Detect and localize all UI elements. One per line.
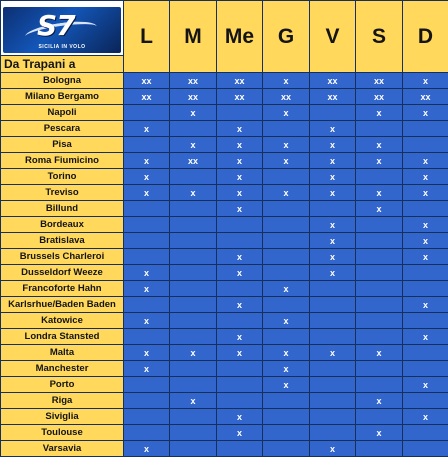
schedule-cell (170, 265, 217, 281)
destination-cell: Treviso (1, 185, 124, 201)
schedule-cell (310, 297, 356, 313)
schedule-cell (217, 361, 263, 377)
destination-cell: Torino (1, 169, 124, 185)
destination-cell: Bratislava (1, 233, 124, 249)
schedule-cell (356, 313, 403, 329)
schedule-cell (356, 409, 403, 425)
table-row (1, 169, 448, 185)
schedule-cell (403, 137, 448, 153)
schedule-cell: x (403, 377, 448, 393)
day-header-v: V (310, 1, 356, 73)
schedule-cell: x (170, 105, 217, 121)
schedule-cell (356, 361, 403, 377)
schedule-cell: xx (403, 89, 448, 105)
table-row (1, 265, 448, 281)
schedule-cell (263, 329, 310, 345)
schedule-cell: x (170, 185, 217, 201)
schedule-cell: x (124, 313, 170, 329)
schedule-cell: x (217, 345, 263, 361)
schedule-cell: xx (124, 89, 170, 105)
schedule-cell: xx (310, 73, 356, 89)
schedule-cell (356, 329, 403, 345)
schedule-cell (124, 297, 170, 313)
schedule-cell: xx (217, 73, 263, 89)
day-header-s: S (356, 1, 403, 73)
schedule-cell (310, 409, 356, 425)
schedule-cell (403, 201, 448, 217)
schedule-cell: x (217, 297, 263, 313)
schedule-cell (170, 297, 217, 313)
table-row (1, 361, 448, 377)
sicilia-in-volo-logo (3, 7, 121, 53)
schedule-cell: x (124, 281, 170, 297)
day-header-l: L (124, 1, 170, 73)
table-row (1, 137, 448, 153)
schedule-cell: x (217, 201, 263, 217)
schedule-cell (403, 441, 448, 457)
schedule-cell (263, 297, 310, 313)
schedule-cell (356, 169, 403, 185)
schedule-cell (170, 313, 217, 329)
destination-cell: Londra Stansted (1, 329, 124, 345)
schedule-cell (217, 281, 263, 297)
schedule-cell: x (217, 425, 263, 441)
schedule-cell (263, 169, 310, 185)
schedule-cell (124, 425, 170, 441)
schedule-cell (356, 297, 403, 313)
day-header-me: Me (217, 1, 263, 73)
schedule-cell: x (217, 185, 263, 201)
schedule-cell: x (403, 105, 448, 121)
table-row (1, 409, 448, 425)
schedule-cell (124, 409, 170, 425)
schedule-cell (217, 217, 263, 233)
schedule-cell (170, 217, 217, 233)
schedule-cell: x (124, 169, 170, 185)
schedule-cell: x (403, 409, 448, 425)
table-row (1, 281, 448, 297)
schedule-cell (403, 313, 448, 329)
schedule-cell: xx (170, 73, 217, 89)
schedule-cell: x (356, 345, 403, 361)
schedule-cell: x (263, 345, 310, 361)
destination-cell: Karlsrhue/Baden Baden (1, 297, 124, 313)
schedule-cell: x (356, 105, 403, 121)
schedule-cell: xx (217, 89, 263, 105)
schedule-cell: xx (263, 89, 310, 105)
schedule-cell (170, 121, 217, 137)
schedule-cell (124, 217, 170, 233)
schedule-cell: x (356, 393, 403, 409)
schedule-cell: x (403, 217, 448, 233)
schedule-cell: x (124, 361, 170, 377)
schedule-cell: x (403, 185, 448, 201)
schedule-cell: x (310, 153, 356, 169)
schedule-cell (403, 345, 448, 361)
schedule-cell (356, 441, 403, 457)
destination-cell: Porto (1, 377, 124, 393)
table-row (1, 217, 448, 233)
schedule-cell (124, 137, 170, 153)
schedule-cell: x (403, 153, 448, 169)
schedule-cell: x (124, 441, 170, 457)
table-row (1, 201, 448, 217)
schedule-cell: x (356, 425, 403, 441)
schedule-cell: x (403, 73, 448, 89)
day-header-g: G (263, 1, 310, 73)
schedule-cell (263, 265, 310, 281)
schedule-cell (403, 265, 448, 281)
schedule-cell: x (403, 329, 448, 345)
schedule-cell (310, 377, 356, 393)
schedule-cell: x (217, 329, 263, 345)
schedule-cell (217, 313, 263, 329)
schedule-cell (217, 393, 263, 409)
schedule-cell: x (263, 313, 310, 329)
table-row (1, 89, 448, 105)
table-row (1, 153, 448, 169)
schedule-cell: x (124, 345, 170, 361)
table-row (1, 377, 448, 393)
schedule-cell: xx (170, 153, 217, 169)
schedule-cell (356, 121, 403, 137)
schedule-cell (263, 441, 310, 457)
schedule-cell: x (124, 185, 170, 201)
schedule-cell: x (217, 265, 263, 281)
schedule-cell (403, 393, 448, 409)
schedule-cell: xx (124, 73, 170, 89)
schedule-cell (263, 393, 310, 409)
destination-cell: Riga (1, 393, 124, 409)
schedule-cell (310, 425, 356, 441)
schedule-cell: xx (356, 73, 403, 89)
schedule-cell: x (217, 137, 263, 153)
schedule-cell (403, 121, 448, 137)
schedule-cell (217, 377, 263, 393)
schedule-cell (170, 425, 217, 441)
schedule-cell: x (356, 137, 403, 153)
schedule-cell: xx (356, 89, 403, 105)
table-row (1, 105, 448, 121)
schedule-cell (170, 409, 217, 425)
destination-cell: Pescara (1, 121, 124, 137)
schedule-cell: xx (170, 89, 217, 105)
logo-text: S7 (37, 9, 75, 42)
destination-cell: Toulouse (1, 425, 124, 441)
schedule-cell (124, 249, 170, 265)
schedule-cell (170, 169, 217, 185)
schedule-cell (310, 201, 356, 217)
schedule-cell: x (310, 137, 356, 153)
schedule-cell (263, 425, 310, 441)
table-row (1, 185, 448, 201)
destination-cell: Varsavia (1, 441, 124, 457)
schedule-cell (263, 201, 310, 217)
schedule-cell: x (310, 441, 356, 457)
schedule-cell (170, 329, 217, 345)
schedule-cell: xx (310, 89, 356, 105)
schedule-cell: x (310, 169, 356, 185)
schedule-cell: x (170, 137, 217, 153)
schedule-cell: x (403, 233, 448, 249)
table-row (1, 425, 448, 441)
schedule-cell: x (356, 185, 403, 201)
table-row (1, 249, 448, 265)
schedule-cell (356, 233, 403, 249)
destination-cell: Francoforte Hahn (1, 281, 124, 297)
schedule-cell (356, 265, 403, 281)
schedule-cell: x (124, 121, 170, 137)
destination-cell: Siviglia (1, 409, 124, 425)
table-row (1, 233, 448, 249)
schedule-cell (356, 377, 403, 393)
schedule-cell: x (263, 185, 310, 201)
destination-cell: Malta (1, 345, 124, 361)
table-row (1, 441, 448, 457)
schedule-cell (310, 281, 356, 297)
schedule-cell (403, 425, 448, 441)
schedule-cell (170, 201, 217, 217)
schedule-cell: x (263, 105, 310, 121)
destination-cell: Napoli (1, 105, 124, 121)
schedule-cell: x (310, 121, 356, 137)
schedule-cell (124, 377, 170, 393)
schedule-cell (124, 393, 170, 409)
schedule-cell (263, 121, 310, 137)
destination-cell: Katowice (1, 313, 124, 329)
destination-cell: Pisa (1, 137, 124, 153)
schedule-cell: x (217, 121, 263, 137)
schedule-cell (310, 313, 356, 329)
schedule-cell (263, 409, 310, 425)
destination-cell: Billund (1, 201, 124, 217)
schedule-cell (124, 233, 170, 249)
table-row (1, 121, 448, 137)
table-row (1, 297, 448, 313)
schedule-cell (170, 233, 217, 249)
schedule-cell (310, 105, 356, 121)
schedule-cell (124, 105, 170, 121)
schedule-cell (124, 329, 170, 345)
schedule-cell: x (263, 377, 310, 393)
schedule-cell (170, 281, 217, 297)
table-row (1, 313, 448, 329)
schedule-cell (170, 377, 217, 393)
schedule-cell: x (217, 409, 263, 425)
table-row (1, 329, 448, 345)
schedule-cell (263, 249, 310, 265)
schedule-cell: x (263, 153, 310, 169)
destination-cell: Bologna (1, 73, 124, 89)
schedule-cell (170, 361, 217, 377)
schedule-cell (217, 233, 263, 249)
destination-cell: Dusseldorf Weeze (1, 265, 124, 281)
table-row (1, 73, 448, 89)
schedule-cell: x (310, 345, 356, 361)
schedule-cell: x (217, 153, 263, 169)
schedule-cell (263, 233, 310, 249)
schedule-cell (217, 441, 263, 457)
schedule-cell: x (310, 217, 356, 233)
table-row (1, 393, 448, 409)
schedule-cell (170, 441, 217, 457)
destination-cell: Manchester (1, 361, 124, 377)
schedule-cell (356, 217, 403, 233)
schedule-cell: x (217, 249, 263, 265)
day-header-m: M (170, 1, 217, 73)
schedule-cell: x (403, 169, 448, 185)
schedule-cell: x (403, 249, 448, 265)
schedule-cell: x (124, 265, 170, 281)
header-row (1, 1, 448, 56)
schedule-cell: x (310, 185, 356, 201)
logo-cell (1, 1, 124, 56)
destination-cell: Brussels Charleroi (1, 249, 124, 265)
schedule-cell (124, 201, 170, 217)
schedule-cell: x (263, 281, 310, 297)
schedule-cell: x (263, 361, 310, 377)
schedule-cell (263, 217, 310, 233)
schedule-cell: x (356, 201, 403, 217)
destination-cell: Bordeaux (1, 217, 124, 233)
schedule-cell (403, 361, 448, 377)
schedule-cell: x (263, 73, 310, 89)
schedule-cell (356, 281, 403, 297)
schedule-cell: x (310, 265, 356, 281)
schedule-cell: x (310, 233, 356, 249)
schedule-cell: x (356, 153, 403, 169)
schedule-cell: x (170, 345, 217, 361)
schedule-cell: x (263, 137, 310, 153)
day-header-d: D (403, 1, 448, 73)
schedule-cell (356, 249, 403, 265)
schedule-cell: x (403, 297, 448, 313)
logo-subtitle: SICILIA IN VOLO (3, 44, 121, 50)
schedule-cell: x (310, 249, 356, 265)
schedule-cell (217, 105, 263, 121)
table-row (1, 345, 448, 361)
schedule-cell (170, 249, 217, 265)
schedule-cell: x (170, 393, 217, 409)
schedule-cell: x (217, 169, 263, 185)
schedule-cell (310, 361, 356, 377)
destination-cell: Roma Fiumicino (1, 153, 124, 169)
table-title: Da Trapani a (1, 56, 124, 73)
schedule-cell (310, 329, 356, 345)
destination-cell: Milano Bergamo (1, 89, 124, 105)
schedule-cell (403, 281, 448, 297)
schedule-cell: x (124, 153, 170, 169)
schedule-cell (310, 393, 356, 409)
